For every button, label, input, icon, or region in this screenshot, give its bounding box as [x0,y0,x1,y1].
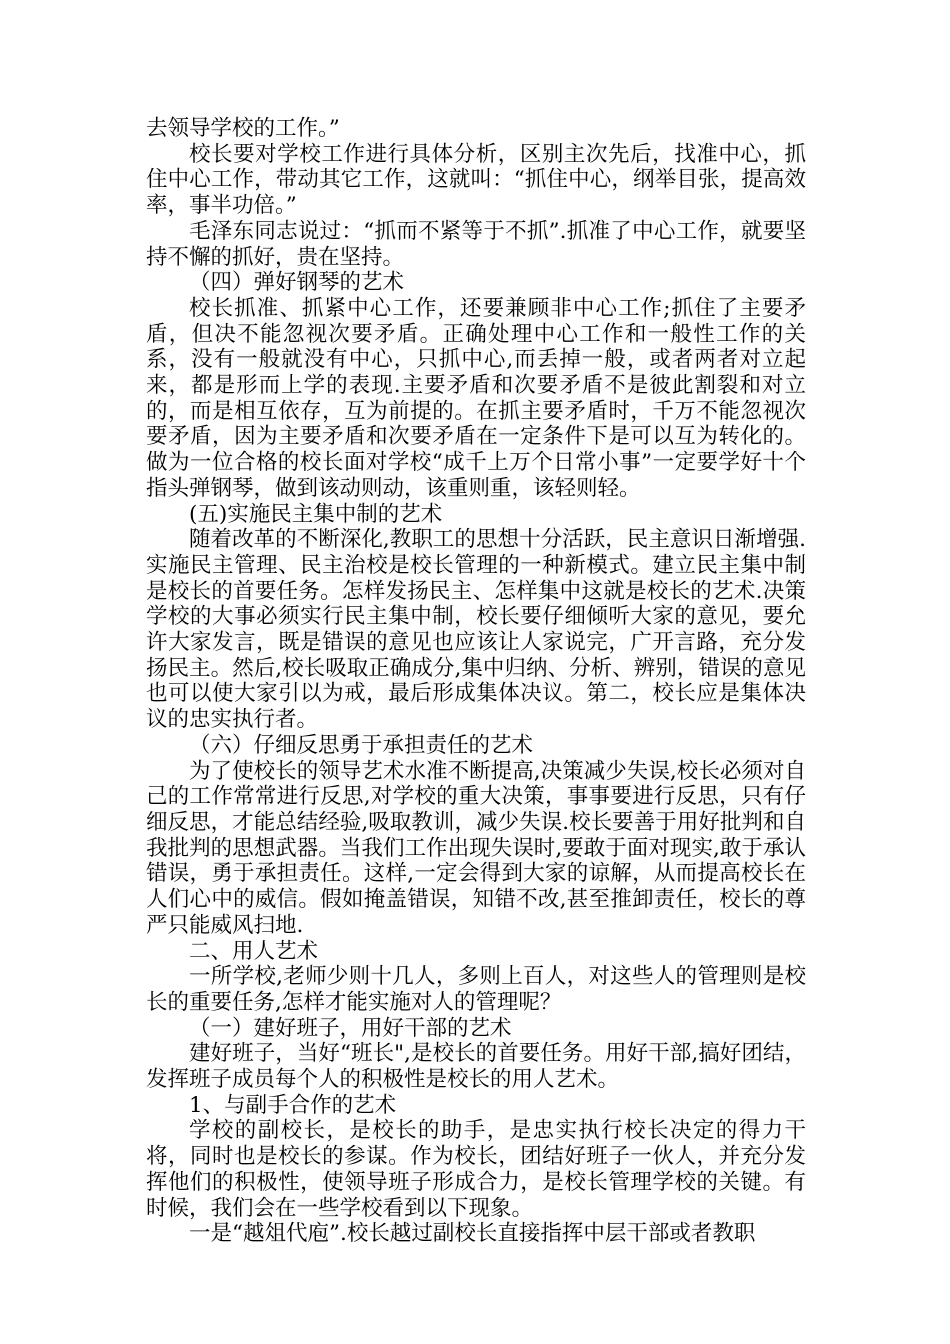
paragraph-4: 校长抓准、抓紧中心工作，还要兼顾非中心工作;抓住了主要矛盾，但决不能忽视次要矛盾。正确处理中心工作和一般性工作的关系，没有一般就没有中心，只抓中心,而丢掉一般，或者两者对立起来，都是形而上学的表现.主要矛盾和次要矛盾不是彼此割裂和对立的，而是相互依存，互为前提的。在抓主要矛盾时，千万不能忽视次要矛盾，因为主要矛盾和次要矛盾在一定条件下是可以互为转化的。做为一位合格的校长面对学校“成千上万个日常小事”一定要学好十个指头弹钢琴，做到该动则动，该重则重，该轻则轻。 [146,295,806,501]
paragraph-8: 建好班子，当好“班长",是校长的首要任务。用好干部,搞好团结，发挥班子成员每个人的积极性是校长的用人艺术。 [146,1041,806,1093]
section-heading-4: （四）弹好钢琴的艺术 [189,270,405,296]
paragraph-2: 校长要对学校工作进行具体分析，区别主次先后，找准中心，抓住中心工作，带动其它工作，这就叫：“抓住中心，纲举目张，提高效率，事半功倍。” [146,141,806,219]
paragraph-5: 随着改革的不断深化,教职工的思想十分活跃，民主意识日渐增强.实施民主管理、民主治校是校长管理的一种新模式。建立民主集中制是校长的首要任务。怎样发扬民主、怎样集中这就是校长的艺术.决策学校的大事必须实行民主集中制，校长要仔细倾听大家的意见，要允许大家发言，既是错误的意见也应该让人家说完，广开言路，充分发扬民主。然后,校长吸取正确成分,集中归纳、分析、辨别，错误的意见也可以使大家引以为戒，最后形成集体决议。第二，校长应是集体决议的忠实执行者。 [146,527,806,733]
subsection-heading-1-1: 1、与副手合作的艺术 [189,1092,397,1118]
subsection-heading-1: （一）建好班子，用好干部的艺术 [189,1015,512,1041]
paragraph-9: 学校的副校长，是校长的助手，是忠实执行校长决定的得力干将，同时也是校长的参谋。作为校长，团结好班子一伙人，并充分发挥他们的积极性，使领导班子形成合力，是校长管理学校的关键。有时候，我们会在一些学校看到以下现象。 [146,1118,806,1221]
section-heading-2: 二、用人艺术 [189,938,319,964]
paragraph-1: 去领导学校的工作。” [146,116,340,141]
document-page [146,116,806,1247]
paragraph-10: 一是“越俎代庖”.校长越过副校长直接指挥中层干部或者教职 [189,1221,756,1247]
paragraph-7: 一所学校,老师少则十几人，多则上百人，对这些人的管理则是校长的重要任务,怎样才能实施对人的管理呢？ [146,964,806,1015]
paragraph-3: 毛泽东同志说过：“抓而不紧等于不抓”.抓准了中心工作，就要坚持不懈的抓好，贵在坚持。 [146,218,806,270]
section-heading-5: (五)实施民主集中制的艺术 [189,501,443,527]
paragraph-6: 为了使校长的领导艺术水准不断提高,决策减少失误,校长必须对自己的工作常常进行反思,对学校的重大决策，事事要进行反思，只有仔细反思，才能总结经验,吸取教训，减少失误.校长要善于用好批判和自我批判的思想武器。当我们工作出现失误时,要敢于面对现实,敢于承认错误，勇于承担责任。这样,一定会得到大家的谅解，从而提高校长在人们心中的威信。假如掩盖错误，知错不改,甚至推卸责任，校长的尊严只能威风扫地. [146,758,806,938]
section-heading-6: （六）仔细反思勇于承担责任的艺术 [189,732,534,758]
